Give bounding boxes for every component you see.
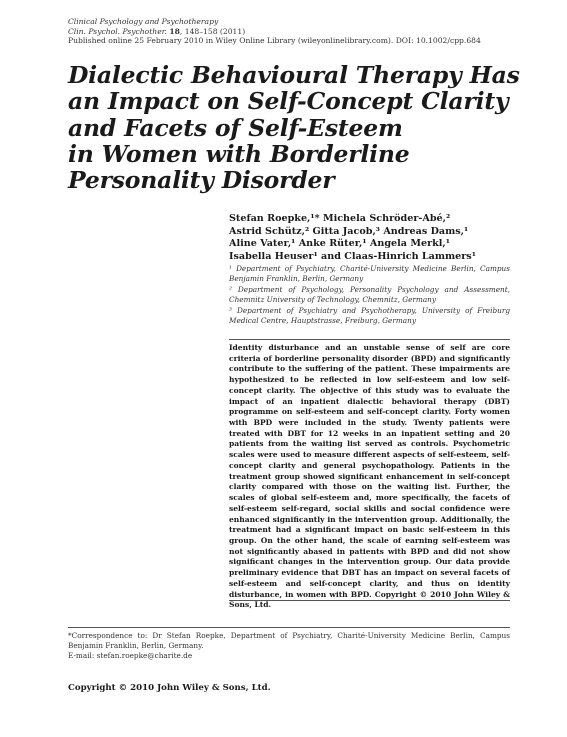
author-line: Aline Vater,¹ Anke Rüter,¹ Angela Merkl,¹	[229, 238, 450, 250]
title-line: Personality Disorder	[68, 166, 335, 195]
citation-pages: , 148–158 (2011)	[179, 26, 246, 36]
author-line: Astrid Schütz,² Gitta Jacob,³ Andreas Dams,¹	[229, 225, 469, 237]
author-line: Isabella Heuser¹ and Claas-Hinrich Lammers¹	[229, 250, 476, 262]
author-line: Stefan Roepke,¹* Michela Schröder-Abé,²	[229, 213, 451, 224]
title-line: Dialectic Behavioural Therapy Has	[68, 61, 520, 89]
journal-name: Clinical Psychology and Psychotherapy	[68, 17, 219, 26]
citation-volume: 18	[169, 26, 180, 36]
title-line: in Women with Borderline	[68, 139, 410, 168]
affiliation-item: ¹ Department of Psychiatry, Charité-University Medicine Berlin, Campus Benjamin Franklin, Berlin, Germany	[229, 264, 510, 284]
article-title	[68, 62, 538, 193]
page-copyright: Copyright © 2010 John Wiley & Sons, Ltd.	[68, 683, 271, 693]
footnote-divider	[68, 627, 510, 628]
published-info: Published online 25 February 2010 in Wiley Online Library (wileyonlinelibrary.com).	[68, 36, 394, 46]
abstract-bottom-divider	[229, 600, 510, 601]
title-line: an Impact on Self-Concept Clarity	[68, 87, 509, 116]
author-list	[229, 213, 519, 263]
citation-prefix: Clin. Psychol. Psychother.	[68, 26, 167, 36]
doi-label: DOI:	[395, 36, 414, 46]
publication-line	[68, 36, 481, 46]
affiliation-item: ³ Department of Psychiatry and Psychotherapy, University of Freiburg Medical Centre, Hauptstrasse, Freiburg, Germany	[229, 305, 510, 326]
correspondence-footnote	[68, 631, 510, 660]
affiliations	[229, 264, 510, 326]
journal-header	[68, 17, 481, 46]
affiliation-item: ² Department of Psychology, Personality Psychology and Assessment, Chemnitz University of Technology, Chemnitz, Germany	[229, 284, 510, 305]
abstract-text: Identity disturbance and an unstable sense of self are core criteria of borderline personality disorder (BPD) and significantly contribute to the suffering of the patient. These impairments are hypothesized to be reflected in low self-esteem and low self-concept clarity. The objective of this study was to evaluate the impact of an inpatient dialectic behavioral therapy (DBT) programme on self-esteem and self-concept clarity. Forty women with BPD were included in the study. Twenty patients were treated with DBT for 12 weeks in an inpatient setting and 20 patients from the waiting list served as controls. Psychometric scales were used to measure different aspects of self-esteem, self-concept clarity and general psychopathology. Patients in the treatment group showed significant enhancement in self-concept clarity compared with those on the waiting list. Further, the scales of global self-esteem and, more specifically, the facets of self-esteem self-regard, social skills and social confidence were enhanced significantly in the intervention group. Additionally, the treatment had a significant impact on basic self-esteem in this group. On the other hand, the scale of earning self-esteem was not significantly abased in patients with BPD and did not show significant changes in the intervention group. Our data provide preliminary evidence that DBT has an impact on several facets of self-esteem and self-concept clarity, and thus on identity disturbance, in women with BPD. Copyright © 2010 John Wiley & Sons, Ltd.	[229, 343, 510, 610]
doi-link[interactable]: 10.1002/cpp.684	[415, 36, 481, 46]
abstract-top-divider	[229, 339, 510, 340]
citation-line	[68, 27, 481, 37]
title-line: and Facets of Self-Esteem	[68, 113, 403, 142]
correspondence-email[interactable]: E-mail: stefan.roepke@charite.de	[68, 650, 193, 660]
correspondence-text: *Correspondence to: Dr Stefan Roepke, Department of Psychiatry, Charité-University Medicine Berlin, Campus Benjamin Franklin, Berlin, Germany.	[68, 631, 510, 650]
